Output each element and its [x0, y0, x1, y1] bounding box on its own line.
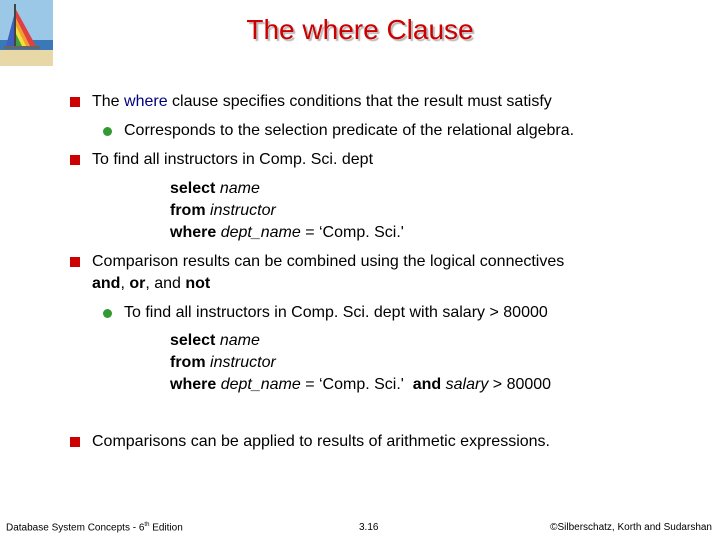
- footer-book-title: [6, 522, 183, 533]
- square-bullet-icon: [70, 257, 80, 267]
- sql-keyword: select: [170, 180, 216, 197]
- square-bullet-icon: [70, 97, 80, 107]
- footer-page-number: 3.16: [359, 522, 379, 533]
- sql-attribute: salary: [445, 376, 489, 393]
- sql-attribute: name: [219, 180, 260, 197]
- sql-keyword: where: [170, 376, 217, 393]
- separator: , and: [145, 275, 186, 292]
- sql-relation: instructor: [210, 202, 276, 219]
- separator: ,: [120, 275, 130, 292]
- sub-bullet-salary-example: To find all instructors in Comp. Sci. dept with salary > 80000: [124, 304, 548, 321]
- dot-bullet-icon: [103, 309, 112, 318]
- sql-keyword: from: [170, 354, 206, 371]
- footer-text: Database System Concepts - 6: [6, 522, 145, 534]
- sql-keyword: from: [170, 202, 206, 219]
- bullet-text: The: [92, 93, 125, 110]
- sql-condition: > 80000: [488, 376, 552, 393]
- query2-from-line: [170, 352, 276, 374]
- sql-condition: = ‘Comp. Sci.': [300, 224, 404, 241]
- dot-bullet-icon: [103, 127, 112, 136]
- sql-condition: = ‘Comp. Sci.': [300, 376, 413, 393]
- square-bullet-icon: [70, 155, 80, 165]
- and-keyword: and: [92, 275, 121, 292]
- query2-where-line: [170, 374, 551, 396]
- logical-connectives-line: [92, 273, 210, 295]
- or-keyword: or: [129, 275, 146, 292]
- bullet-where-clause: [92, 91, 552, 113]
- footer-copyright: ©Silberschatz, Korth and Sudarshan: [550, 522, 712, 533]
- sql-keyword: where: [170, 224, 217, 241]
- bullet-text: clause specifies conditions that the result must satisfy: [167, 93, 552, 110]
- sql-keyword: and: [412, 376, 442, 393]
- sql-attribute: name: [219, 332, 260, 349]
- query1-select-line: [170, 178, 260, 200]
- bullet-find-instructors: To find all instructors in Comp. Sci. dept: [92, 151, 374, 168]
- sql-attribute: dept_name: [220, 376, 301, 393]
- bullet-comparison-combined: Comparison results can be combined using the logical connectives: [92, 253, 565, 270]
- sql-keyword: select: [170, 332, 216, 349]
- slide-title: The where Clause: [246, 14, 474, 45]
- bullet-arithmetic-expressions: Comparisons can be applied to results of arithmetic expressions.: [92, 433, 550, 450]
- footer-text: Edition: [149, 522, 183, 534]
- sql-attribute: dept_name: [220, 224, 301, 241]
- not-keyword: not: [185, 275, 211, 292]
- sub-bullet-selection-predicate: Corresponds to the selection predicate of the relational algebra.: [124, 122, 575, 139]
- query2-select-line: [170, 330, 260, 352]
- query1-where-line: [170, 222, 404, 244]
- query1-from-line: [170, 200, 276, 222]
- footer-superscript: th: [144, 522, 150, 528]
- where-keyword: where: [124, 93, 168, 110]
- sql-relation: instructor: [210, 354, 276, 371]
- square-bullet-icon: [70, 437, 80, 447]
